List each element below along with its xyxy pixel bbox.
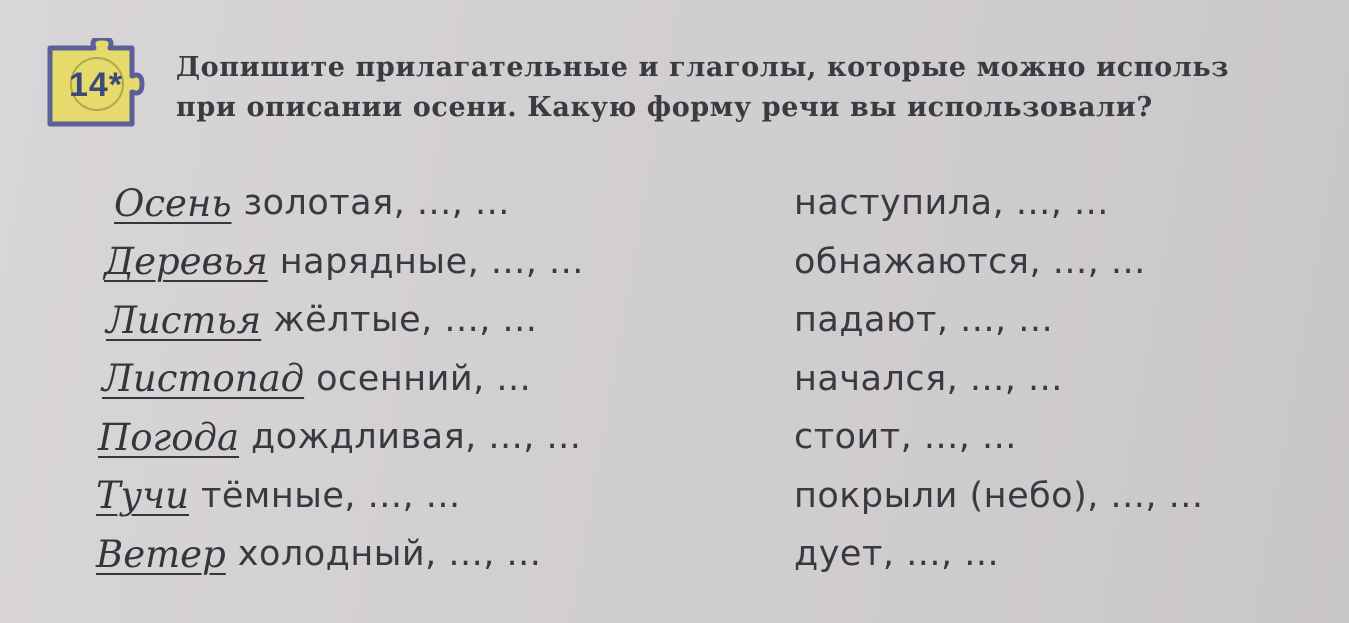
list-item bbox=[96, 408, 584, 467]
list-item bbox=[790, 467, 1204, 526]
list-item bbox=[96, 350, 584, 409]
verb-phrase: падают, ..., ... bbox=[794, 300, 1054, 341]
adjective-phrase: дождливая, ..., ... bbox=[251, 417, 582, 458]
list-item bbox=[790, 350, 1204, 409]
exercise-number: 14* bbox=[68, 66, 124, 104]
noun-word: Тучи bbox=[96, 474, 189, 518]
list-item bbox=[790, 174, 1204, 233]
adjective-phrase: тёмные, ..., ... bbox=[201, 475, 461, 516]
noun-word: Листья bbox=[106, 298, 262, 342]
list-item bbox=[96, 291, 584, 350]
adjective-phrase: холодный, ..., ... bbox=[237, 534, 542, 575]
list-item bbox=[96, 174, 584, 233]
adjective-phrase: осенний, ... bbox=[316, 358, 532, 399]
verb-phrase: начался, ..., ... bbox=[794, 358, 1063, 399]
verb-phrase: покрыли (небо), ..., ... bbox=[794, 475, 1204, 516]
instruction-line-2: при описании осени. Какую форму речи вы использовали? bbox=[176, 92, 1153, 123]
noun-word: Осень bbox=[114, 181, 232, 225]
exercise-badge bbox=[40, 38, 152, 134]
list-item bbox=[790, 408, 1204, 467]
list-item bbox=[790, 291, 1204, 350]
list-item bbox=[96, 467, 584, 526]
noun-word: Листопад bbox=[102, 357, 305, 401]
adjectives-column bbox=[96, 174, 584, 584]
list-item bbox=[96, 233, 584, 292]
exercise-instruction bbox=[176, 48, 1349, 128]
list-item bbox=[96, 525, 584, 584]
noun-word: Погода bbox=[98, 415, 240, 459]
verb-phrase: наступила, ..., ... bbox=[794, 183, 1109, 224]
verb-phrase: дует, ..., ... bbox=[794, 534, 1000, 575]
verb-phrase: стоит, ..., ... bbox=[794, 417, 1017, 458]
instruction-line-1: Допишите прилагательные и глаголы, которые можно использ bbox=[176, 52, 1230, 83]
verb-phrase: обнажаются, ..., ... bbox=[794, 241, 1146, 282]
adjective-phrase: жёлтые, ..., ... bbox=[273, 300, 538, 341]
adjective-phrase: золотая, ..., ... bbox=[243, 183, 510, 224]
list-item bbox=[790, 233, 1204, 292]
verbs-column bbox=[790, 174, 1204, 584]
noun-word: Деревья bbox=[104, 240, 268, 284]
list-item bbox=[790, 525, 1204, 584]
adjective-phrase: нарядные, ..., ... bbox=[279, 241, 584, 282]
noun-word: Ветер bbox=[96, 532, 226, 576]
